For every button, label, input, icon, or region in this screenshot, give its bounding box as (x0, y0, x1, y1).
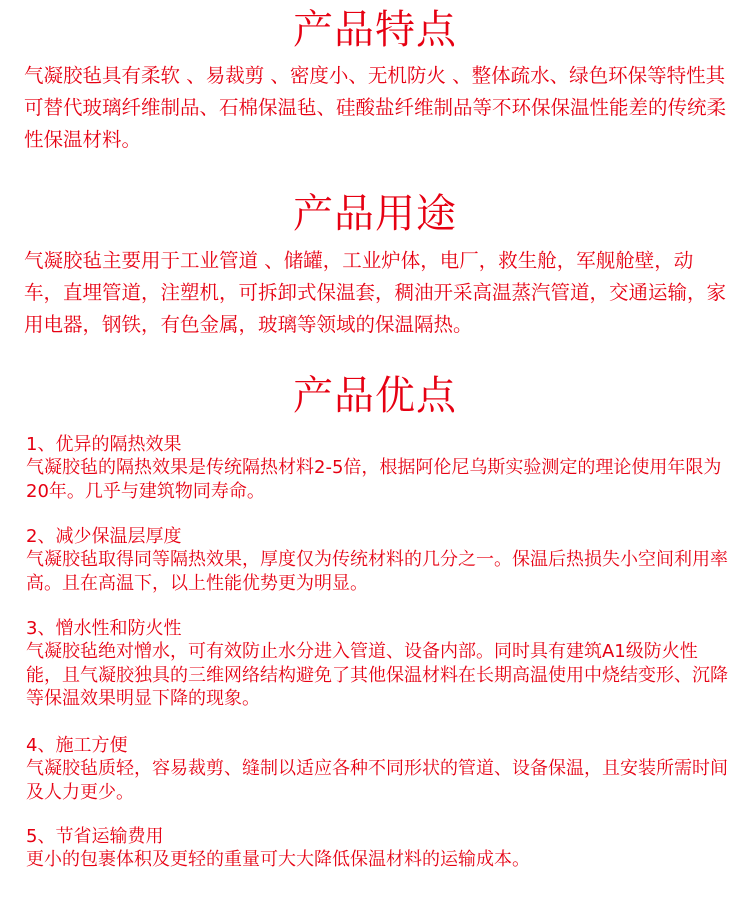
advantage-item-1 (26, 434, 732, 503)
advantage-item-5 (26, 826, 732, 872)
advantage-item-4 (26, 735, 732, 804)
uses-title: 产品用途 (293, 191, 457, 237)
advantage-text: 气凝胶毡取得同等隔热效果，厚度仅为传统材料的几分之一。保温后热损失小空间利用率高。且在高温下，以上性能优势更为明显。 (26, 549, 728, 594)
advantage-text: 更小的包裹体积及更轻的重量可大大降低保温材料的运输成本。 (26, 849, 530, 870)
advantage-text: 气凝胶毡的隔热效果是传统隔热材料2-5倍，根据阿伦尼乌斯实验测定的理论使用年限为20年。几乎与建筑物同寿命。 (26, 457, 722, 502)
advantage-text: 气凝胶毡质轻，容易裁剪、缝制以适应各种不同形状的管道、设备保温，且安装所需时间及人力更少。 (26, 758, 728, 803)
advantage-title: 4、施工方便 (26, 735, 128, 756)
advantage-item-2 (26, 526, 732, 595)
advantage-text: 气凝胶毡绝对憎水，可有效防止水分进入管道、设备内部。同时具有建筑A1级防火性能，且气凝胶独具的三维网络结构避免了其他保温材料在长期高温使用中烧结变形、沉降等保温效果明显下降的现象。 (26, 641, 728, 709)
advantages-title: 产品优点 (293, 373, 457, 419)
features-title: 产品特点 (293, 7, 457, 53)
uses-text: 气凝胶毡主要用于工业管道 、储罐，工业炉体，电厂，救生舱，军舰舱壁，动车，直埋管道，注塑机，可拆卸式保温套，稠油开采高温蒸汽管道，交通运输，家用电器，钢铁，有色金属，玻璃等领域的保温隔热。 (24, 249, 727, 336)
advantage-title: 2、减少保温层厚度 (26, 526, 182, 547)
advantage-title: 5、节省运输费用 (26, 826, 164, 847)
advantage-title: 1、优异的隔热效果 (26, 434, 182, 455)
features-text: 气凝胶毡具有柔软 、易裁剪 、密度小、无机防火 、整体疏水、绿色环保等特性其可替代玻璃纤维制品、石棉保温毡、硅酸盐纤维制品等不环保保温性能差的传统柔性保温材料。 (24, 64, 727, 151)
advantage-item-3 (26, 618, 732, 711)
advantage-title: 3、憎水性和防火性 (26, 618, 182, 639)
